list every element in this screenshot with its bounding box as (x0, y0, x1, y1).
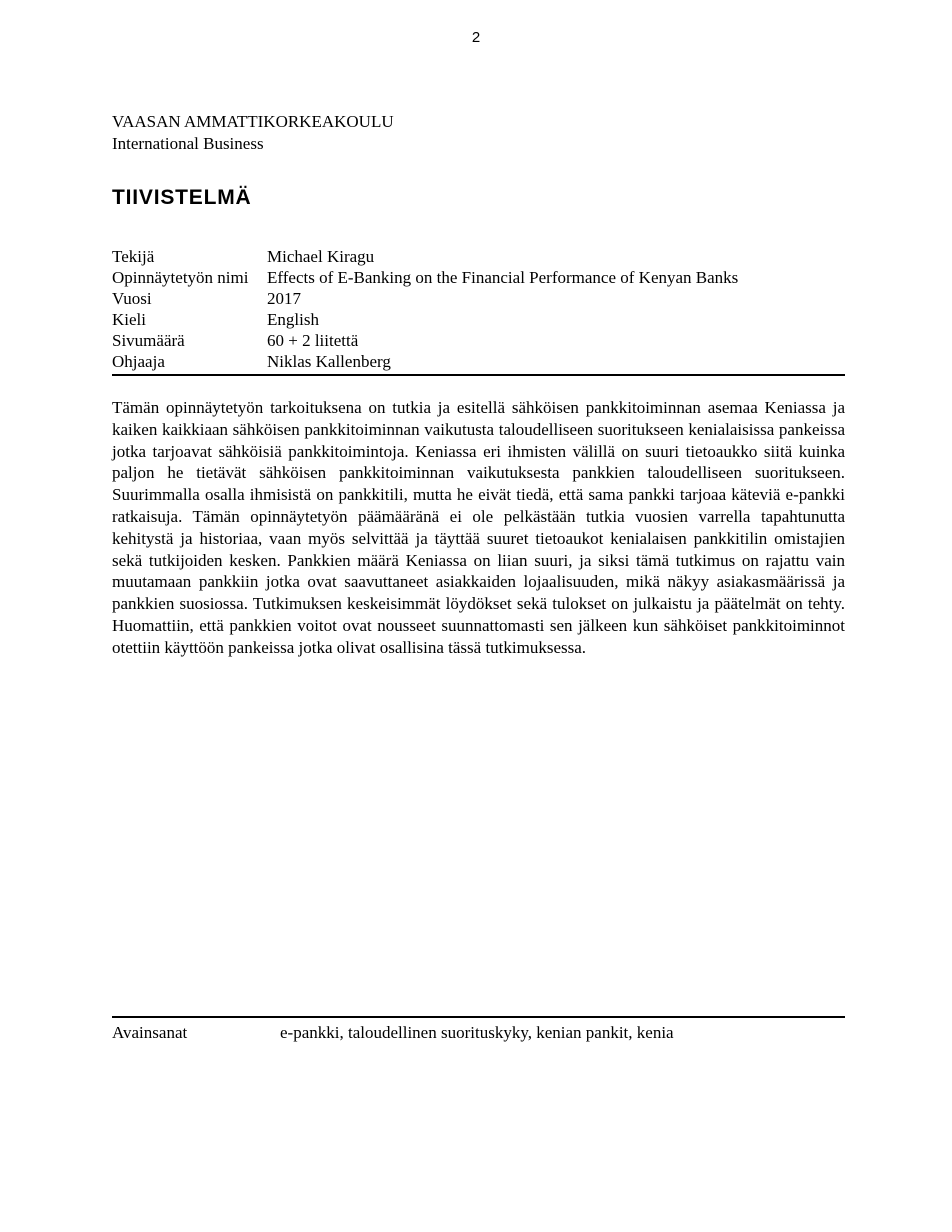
metadata-row-supervisor (112, 351, 845, 372)
metadata-table (112, 246, 845, 376)
abstract-body-paragraph: Tämän opinnäytetyön tarkoituksena on tutkia ja esitellä sähköisen pankkitoiminnan asemaa Keniassa ja kaiken kaikkiaan sähköisen pankkitoiminnan vaikutusta taloudelliseen suoritukseen kenialaisissa pankeissa jotka tarjoavat sähköisiä pankkitoimintoja. Keniassa eri ihmisten välillä on suuri tietoaukko siitä kuinka paljon he tietävät sähköisen pankkitoiminnan vaikutuksesta pankkien taloudelliseen suoritukseen. Suurimmalla osalla ihmisistä on pankkitili, mutta he eivät tiedä, että sama pankki tarjoaa käteviä e-pankki ratkaisuja. Tämän opinnäytetyön päämääränä ei ole pelkästään tutkia vuosien varrella tapahtunutta kehitystä ja historiaa, vaan myös selvittää ja täyttää suuret tietoaukot kenialaisen pankkitilin omistajien sekä tutkijoiden kesken. Pankkien määrä Keniassa on liian suuri, ja siksi tämä tutkimus on rajattu vain muutamaan pankkiin jotka ovat saavuttaneet asiakkaiden lojaalisuuden, mikä näkyy asiakasmäärissä ja pankkien suosiossa. Tutkimuksen keskeisimmät löydökset sekä tulokset on julkaistu ja päätelmät on tehty. Huomattiin, että pankkien voitot ovat nousseet suunnattomasti sen jälkeen kun sähköiset pankkitoiminnot otettiin käyttöön pankeissa jotka olivat osallisina tässä tutkimuksessa. (112, 398, 845, 657)
field-value-year: 2017 (267, 289, 301, 308)
keywords-section (112, 1016, 845, 1043)
field-value-supervisor: Niklas Kallenberg (267, 352, 391, 371)
metadata-row-year (112, 288, 845, 309)
page-number: 2 (471, 29, 481, 46)
keywords-value: e-pankki, taloudellinen suorituskyky, kenian pankit, kenia (280, 1023, 674, 1042)
field-value-language: English (267, 310, 319, 329)
field-label-language: Kieli (112, 310, 146, 329)
institution-name: VAASAN AMMATTIKORKEAKOULU (112, 112, 394, 131)
field-value-title: Effects of E-Banking on the Financial Performance of Kenyan Banks (267, 268, 739, 287)
metadata-row-language (112, 309, 845, 330)
metadata-row-title (112, 267, 845, 288)
program-name: International Business (112, 134, 264, 153)
document-header (112, 111, 845, 155)
field-label-supervisor: Ohjaaja (112, 352, 165, 371)
abstract-heading: TIIVISTELMÄ (112, 186, 252, 209)
metadata-row-pages (112, 330, 845, 351)
keywords-label: Avainsanat (112, 1023, 188, 1042)
field-label-author: Tekijä (112, 247, 155, 266)
field-value-author: Michael Kiragu (267, 247, 375, 266)
metadata-row-author (112, 246, 845, 267)
field-label-year: Vuosi (112, 289, 152, 308)
field-label-title: Opinnäytetyön nimi (112, 268, 249, 287)
field-value-pages: 60 + 2 liitettä (267, 331, 359, 350)
field-label-pages: Sivumäärä (112, 331, 185, 350)
